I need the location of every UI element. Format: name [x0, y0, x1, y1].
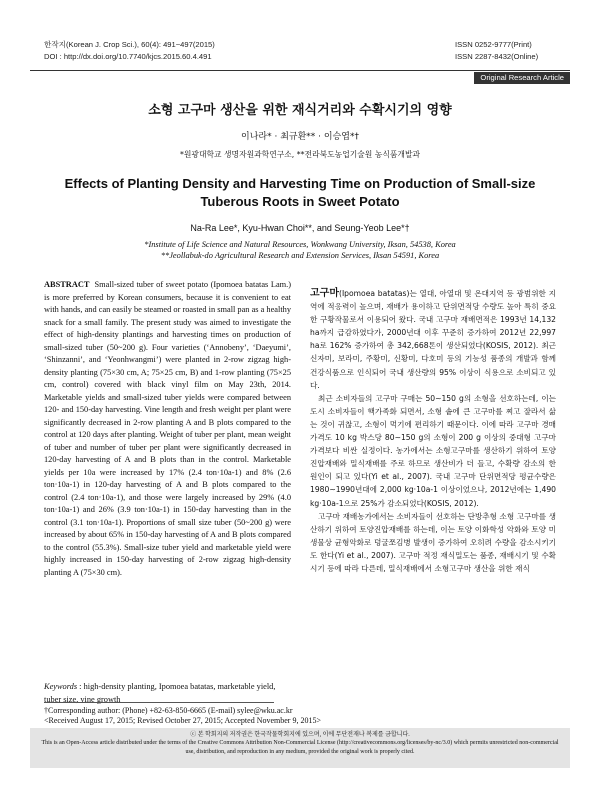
journal-citation: 한작지(Korean J. Crop Sci.), 60(4): 491~497(2015) [44, 40, 215, 49]
affiliation-english-2: **Jeollabuk-do Agricultural Research and Extension Services, Iksan 54591, Korea [160, 251, 440, 260]
abstract-body: Small-sized tuber of sweet potato (Ipomoea batatas Lam.) is more preferred by Korean consumers, because it is convenient to eat with hands, and can easily be steamed or roasted in small pan as a healthy snack for a small family. The present study was aimed to investigate the effect of high-density plantings and harvesting times on production of small-sized tuber (50~200 g). Four varieties (‘Annobeny’, ‘Daeyumi’, ‘Shinzanni’, and ‘Yeonhwangmi’) were planted in 2-row zigzag high-density planting (75×30 cm, A; 75×25 cm, B) and 1-row planting (75×25 cm, control) covered with black vinyl film on May 23th, 2014. Marketable yields and small-sized tuber yields were compared between 120- and 150-day harvesting. Vine length and fresh weight per plant were significantly decreased in 2-row planting A and B plots compared to the control at 120 days after planting. Weight of tuber per plant, mean weight of tuber and number of tuber per plant were significantly decreased in 120-day harvesting of A and B plots than in the control. Marketable yields per 10a were increased by 17% (2.4 ton·10a-1) and 8% (2.6 ton·10a-1) in 120-day harvesting of A and B plots compared to the control (2.4 ton·10a-1), and those were largely increased by 29% (4.0 ton·10a-1) and 26% (3.9 ton·10a-1) in 150-day harvesting than in the control (3.1 ton·10a-1). Proportions of small size tuber (50~200 g) were increased by about 65% in 150-day harvesting of A and B plots compared to the control (55.3%). Small-size tuber yield and marketable yield were highly increased in 150-day harvesting of 2-row zigzag high-density planting A (75×30 cm). [44, 280, 291, 577]
abstract-heading: ABSTRACT [44, 280, 90, 289]
issn-print: ISSN 0252-9777(Print) [455, 40, 532, 49]
received-dates: <Received August 17, 2015; Revised October 27, 2015; Accepted November 9, 2015> [44, 716, 321, 725]
license-box [30, 728, 570, 768]
affiliation-english [0, 239, 600, 261]
abstract [44, 279, 291, 579]
issn-online: ISSN 2287-8432(Online) [455, 52, 539, 61]
body-paragraph-1: (Ipomoea batatas)는 열대, 아열대 및 온대지역 등 광범위한 지역에 적응력이 높으며, 재배가 용이하고 단위면적당 수량도 높아 특히 중요한 구황작물로서 이용되어 왔다. 국내 고구마 재배면적은 1993년 14,132 ha까지 급감하였다가, 2000년대 이후 꾸준히 증가하여 2012년 22,997 ha로 162% 증가하여 총 342,668톤이 생산되었다(KOSIS, 2012). 최근 신자미, 보라미, 주황미, 신황미, 다호미 등의 기능성 품종의 개발과 함께 건강식품으로 인식되어 국내 생산량의 95% 이상이 식용으로 소비되고 있다. [310, 289, 556, 390]
license-text: This is an Open-Access article distributed under the terms of the Creative Commons Attribution Non-Commercial License (http://creativecommons.org/licenses/by-nc/3.0) which permits unrestricted non-commercial use, distribution, and reproduction in any medium, provided the original work is properly cited. [41, 740, 559, 755]
title-english-line2: Tuberous Roots in Sweet Potato [200, 194, 400, 209]
body-paragraph-2: 최근 소비자들의 고구마 구매는 50~150 g의 소형을 선호하는데, 이는 도시 소비자들이 핵가족화 되면서, 소형 솥에 큰 고구마를 찌고 잘라서 삶는 것이 귀찮고, 소형이 먹기에 편리하기 때문이다. 이에 따라 고구마 경매가격도 10 kg 박스당 80~150 g의 소형이 200 g 이상의 중대형 고구마 가격보다 비싼 실정이다. 농가에서는 소형고구마를 생산하기 위하여 토양진압재배와 밀식재배를 주로 하므로 생산비가 더 들고, 수확량 감소의 한 원인이 되고 있다(Yi et al., 2007). 국내 고구마 단위면적당 평균수량은 1980~1990년대에 2,000 kg·10a-1 이상이었으나, 2012년에는 1,490 kg·10a-1으로 25%가 감소되었다(KOSIS, 2012). [310, 393, 556, 508]
keywords-label: Keywords [44, 682, 78, 691]
authors-korean: 이나라* · 최규환** · 이승엽*† [241, 132, 359, 142]
keywords-text: : high-density planting, Ipomoea batatas, marketable yield, tuber size, vine growth [44, 682, 276, 704]
body-korean [310, 287, 556, 575]
header-rule [30, 70, 570, 71]
body-paragraph-3: 고구마 재배농가에서는 소비자들이 선호하는 단방추형 소형 고구마를 생산하기 위하여 토양진압재배를 하는데, 이는 토양 이화학성 악화와 토양 미생물상 균형악화로 덩굴쪼김병 발생이 증가하여 오히려 수량을 감소시키기도 한다(Yi et al., 2007). 고구마 적정 재식밀도는 품종, 재배시기 및 수확시기 등에 따라 다른데, 밀식재배에서 소형고구마 생산을 위한 재식 [310, 511, 556, 573]
affiliation-korean: *원광대학교 생명자원과학연구소, **전라북도농업기술원 농식품개발과 [179, 150, 421, 159]
doi-link[interactable]: DOI : http://dx.doi.org/10.7740/kjcs.2015.60.4.491 [44, 52, 212, 61]
affiliation-english-1: *Institute of Life Science and Natural Resources, Wonkwang University, Iksan, 54538, Korea [144, 240, 456, 249]
body-lead-word: 고구마 [310, 288, 339, 299]
article-type-badge: Original Research Article [474, 72, 570, 84]
authors-english: Na-Ra Lee*, Kyu-Hwan Choi**, and Seung-Yeob Lee*† [190, 223, 410, 233]
title-korean: 소형 고구마 생산을 위한 재식거리와 수확시기의 영향 [148, 103, 452, 118]
corresponding-author: †Corresponding author: (Phone) +82-63-850-6665 (E-mail) sylee@wku.ac.kr [44, 706, 293, 715]
title-english [0, 175, 600, 211]
copyright-notice: ⓒ 본 학회지의 저작권은 한국작물학회지에 있으며, 이에 무단전재나 복제를 금합니다. [190, 732, 410, 738]
footnote-rule [44, 702, 274, 703]
title-english-line1: Effects of Planting Density and Harvesting Time on Production of Small-size [64, 176, 536, 191]
